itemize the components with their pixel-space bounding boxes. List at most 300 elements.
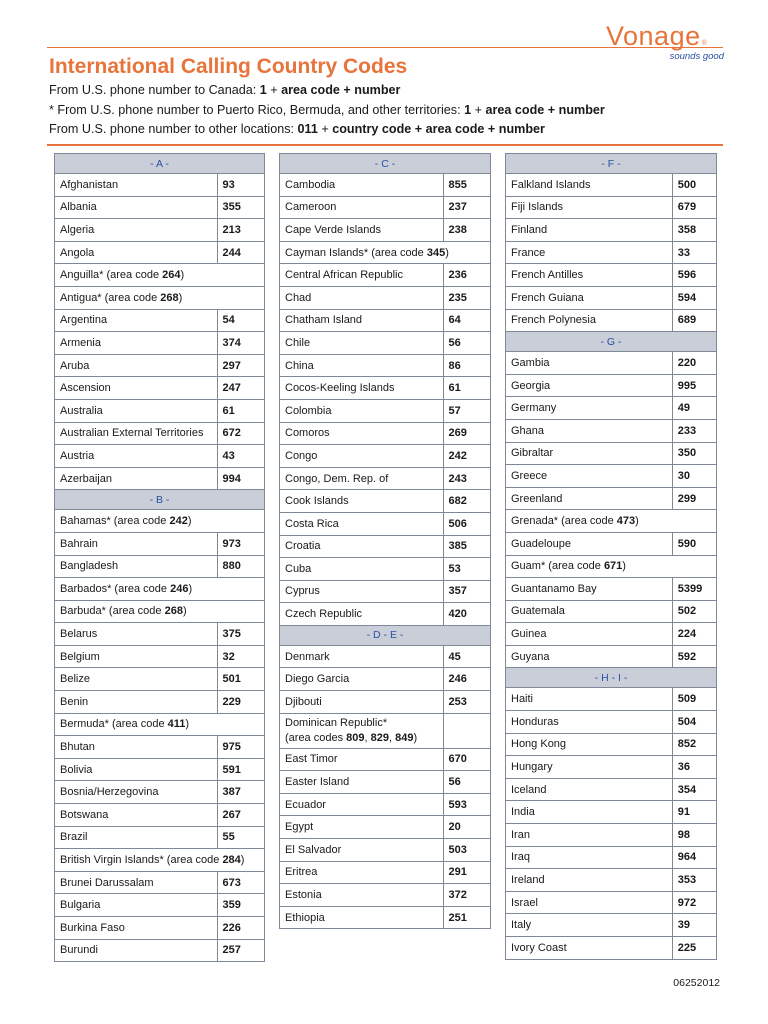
calling-code: 238 (443, 219, 490, 242)
table-row (506, 487, 717, 510)
calling-code: 385 (443, 535, 490, 558)
area-code: 809 (346, 731, 365, 744)
table-row (280, 399, 491, 422)
table-row (55, 623, 265, 646)
table-row (280, 535, 491, 558)
table-row (55, 668, 265, 691)
table-row (506, 219, 717, 242)
area-code: 671 (603, 560, 623, 573)
area-code: 242 (169, 515, 188, 528)
note-prefix: Bahamas* (area code (60, 515, 170, 528)
country-name: Djibouti (280, 691, 444, 714)
country-name: Honduras (506, 711, 673, 734)
table-row (55, 241, 265, 264)
area-code: 849 (395, 731, 414, 744)
calling-code: 247 (217, 377, 264, 400)
calling-code: 372 (443, 884, 490, 907)
table-row (55, 445, 265, 468)
country-note-cell (55, 264, 265, 287)
table-row (280, 691, 491, 714)
table-row (55, 804, 265, 827)
note-suffix: ) (182, 605, 187, 618)
table-row (55, 849, 265, 872)
note-suffix: ) (413, 731, 418, 744)
country-name: Easter Island (280, 771, 444, 794)
country-name: Brunei Darussalam (55, 871, 218, 894)
section-header-row (280, 154, 491, 174)
table-row (55, 467, 265, 490)
calling-code: 500 (672, 174, 716, 197)
country-name: Ireland (506, 869, 673, 892)
country-name: Burundi (55, 939, 218, 962)
calling-code: 61 (443, 377, 490, 400)
calling-code: 53 (443, 558, 490, 581)
table-row (506, 778, 717, 801)
calling-code: 420 (443, 603, 490, 626)
calling-code: 242 (443, 445, 490, 468)
table-row (506, 352, 717, 375)
country-name: Dominican Republic* (285, 716, 388, 729)
country-name: Angola (55, 241, 218, 264)
note-prefix: Cayman Islands* (area code (285, 246, 427, 259)
calling-code: 509 (672, 688, 716, 711)
calling-code: 56 (443, 332, 490, 355)
country-name: Belarus (55, 623, 218, 646)
table-row (280, 196, 491, 219)
table-row (55, 736, 265, 759)
country-name: Croatia (280, 535, 444, 558)
calling-code: 56 (443, 771, 490, 794)
country-name: El Salvador (280, 839, 444, 862)
table-row (506, 869, 717, 892)
section-letter-header: - G - (506, 332, 717, 352)
note-separator: , (364, 731, 371, 744)
country-note-cell (55, 713, 265, 736)
table-row (280, 906, 491, 929)
intro-line-territories: * From U.S. phone number to Puerto Rico, Bermuda, and other territories: 1 + area code + number (49, 102, 605, 117)
intro-instructions (49, 81, 605, 140)
table-row (280, 286, 491, 309)
note-prefix: Bermuda* (area code (60, 718, 168, 731)
country-name: Colombia (280, 399, 444, 422)
calling-code: 269 (443, 422, 490, 445)
table-row (280, 580, 491, 603)
section-letter-header: - D - E - (280, 625, 491, 645)
country-note-cell (55, 849, 265, 872)
country-name: Belgium (55, 645, 218, 668)
table-row (280, 264, 491, 287)
calling-code: 43 (217, 445, 264, 468)
calling-code: 229 (217, 691, 264, 714)
calling-code: 39 (672, 914, 716, 937)
country-name: Iran (506, 824, 673, 847)
country-name: Cuba (280, 558, 444, 581)
note-suffix: ) (635, 515, 639, 528)
country-name: Brazil (55, 826, 218, 849)
calling-code: 357 (443, 580, 490, 603)
calling-code: 213 (217, 219, 264, 242)
table-row (506, 264, 717, 287)
table-row (55, 826, 265, 849)
table-row (55, 354, 265, 377)
calling-code: 994 (217, 467, 264, 490)
intro-line-other: From U.S. phone number to other locations: 011 + country code + area code + number (49, 122, 545, 136)
table-row (280, 309, 491, 332)
calling-code: 374 (217, 332, 264, 355)
table-row (506, 397, 717, 420)
country-note-cell (506, 555, 717, 578)
vonage-logo (606, 19, 726, 67)
country-name: French Antilles (506, 264, 673, 287)
calling-code: 354 (672, 778, 716, 801)
section-header-row (506, 154, 717, 174)
table-row (55, 691, 265, 714)
table-row (506, 600, 717, 623)
country-name: Hungary (506, 756, 673, 779)
note-suffix: ) (188, 582, 193, 595)
area-code: 264 (162, 269, 181, 282)
table-row (55, 196, 265, 219)
table-row (506, 196, 717, 219)
table-row (506, 555, 717, 578)
section-header-row (506, 332, 717, 352)
note-prefix: (area codes (285, 731, 347, 744)
country-name: Bulgaria (55, 894, 218, 917)
country-name: Guinea (506, 623, 673, 646)
table-row (506, 532, 717, 555)
calling-code: 226 (217, 917, 264, 940)
calling-code: 679 (672, 196, 716, 219)
country-name: Ascension (55, 377, 218, 400)
calling-code: 225 (672, 937, 716, 960)
logo-tagline: sounds good (669, 51, 724, 62)
country-note-cell (55, 578, 265, 601)
country-name: Israel (506, 891, 673, 914)
calling-code: 689 (672, 309, 716, 332)
calling-code: 975 (217, 736, 264, 759)
country-name: Bosnia/Herzegovina (55, 781, 218, 804)
country-name: Diego Garcia (280, 668, 444, 691)
table-row (506, 309, 717, 332)
table-row (280, 748, 491, 771)
table-row (506, 688, 717, 711)
country-name: Denmark (280, 645, 444, 668)
calling-code: 257 (217, 939, 264, 962)
table-row (280, 219, 491, 242)
table-row (506, 442, 717, 465)
calling-code: 596 (672, 264, 716, 287)
calling-code: 220 (672, 352, 716, 375)
country-name: Chatham Island (280, 309, 444, 332)
area-code: 473 (616, 515, 636, 528)
calling-code: 91 (672, 801, 716, 824)
country-note-cell (55, 510, 265, 533)
country-name: Cambodia (280, 174, 444, 197)
calling-code: 236 (443, 264, 490, 287)
note-suffix: ) (178, 291, 183, 304)
country-name: France (506, 241, 673, 264)
calling-code: 375 (217, 623, 264, 646)
calling-code: 593 (443, 793, 490, 816)
note-prefix: British Virgin Islands* (area code (60, 854, 223, 867)
country-name: Benin (55, 691, 218, 714)
calling-code: 36 (672, 756, 716, 779)
country-name: Belize (55, 668, 218, 691)
table-row (55, 399, 265, 422)
country-name: Ethiopia (280, 906, 444, 929)
area-code: 246 (170, 582, 189, 595)
calling-code: 682 (443, 490, 490, 513)
table-row (280, 645, 491, 668)
area-codes-note (285, 731, 438, 746)
country-name: Albania (55, 196, 218, 219)
country-name: Bangladesh (55, 555, 218, 578)
table-row (506, 174, 717, 197)
country-name: Germany (506, 397, 673, 420)
table-row (506, 578, 717, 601)
calling-code: 670 (443, 748, 490, 771)
table-row (280, 512, 491, 535)
section-header-row (506, 668, 717, 688)
country-name: Gambia (506, 352, 673, 375)
country-name: Argentina (55, 309, 218, 332)
table-row (280, 861, 491, 884)
document-id: 06252012 (673, 977, 720, 989)
table-row (506, 241, 717, 264)
section-header-row (55, 154, 265, 174)
country-name: Congo, Dem. Rep. of (280, 467, 444, 490)
section-letter-header: - H - I - (506, 668, 717, 688)
calling-code: 20 (443, 816, 490, 839)
calling-code: 64 (443, 309, 490, 332)
page-title: International Calling Country Codes (49, 55, 408, 78)
country-codes-column-a-b (54, 153, 265, 962)
country-name: Bhutan (55, 736, 218, 759)
table-row (280, 377, 491, 400)
calling-code: 224 (672, 623, 716, 646)
calling-code: 55 (217, 826, 264, 849)
country-note-cell (55, 600, 265, 623)
calling-code: 45 (443, 645, 490, 668)
calling-code: 995 (672, 374, 716, 397)
calling-code: 235 (443, 286, 490, 309)
country-name: Iraq (506, 846, 673, 869)
calling-code: 353 (672, 869, 716, 892)
calling-code: 501 (217, 668, 264, 691)
table-row (280, 603, 491, 626)
country-name: Georgia (506, 374, 673, 397)
country-name: Aruba (55, 354, 218, 377)
note-suffix: ) (187, 515, 192, 528)
table-row (506, 846, 717, 869)
calling-code: 973 (217, 532, 264, 555)
calling-code: 33 (672, 241, 716, 264)
area-code: 345 (426, 246, 446, 259)
note-suffix: ) (180, 269, 185, 282)
logo-wordmark: Vonage® (606, 21, 708, 51)
table-row (280, 884, 491, 907)
calling-code: 673 (217, 871, 264, 894)
calling-code: 852 (672, 733, 716, 756)
calling-code: 86 (443, 354, 490, 377)
calling-code (443, 713, 490, 748)
calling-code: 855 (443, 174, 490, 197)
section-header-row (55, 490, 265, 510)
country-name: Greece (506, 465, 673, 488)
table-row (506, 465, 717, 488)
table-row (55, 264, 265, 287)
calling-code: 253 (443, 691, 490, 714)
intro-line-canada: From U.S. phone number to Canada: 1 + area code + number (49, 83, 401, 97)
calling-code: 592 (672, 645, 716, 668)
table-row (506, 374, 717, 397)
area-code: 829 (370, 731, 389, 744)
country-name: Guyana (506, 645, 673, 668)
calling-code: 267 (217, 804, 264, 827)
section-letter-header: - F - (506, 154, 717, 174)
table-row (280, 241, 491, 264)
country-name: Azerbaijan (55, 467, 218, 490)
table-row (55, 758, 265, 781)
table-row (55, 219, 265, 242)
table-row (55, 894, 265, 917)
calling-code: 972 (672, 891, 716, 914)
table-row (55, 422, 265, 445)
country-note-cell (55, 286, 265, 309)
table-row (55, 532, 265, 555)
table-row (506, 419, 717, 442)
table-row (506, 623, 717, 646)
table-row (280, 713, 491, 748)
country-name: Costa Rica (280, 512, 444, 535)
calling-code: 964 (672, 846, 716, 869)
country-name: East Timor (280, 748, 444, 771)
section-header-row (280, 625, 491, 645)
calling-code: 54 (217, 309, 264, 332)
calling-code: 299 (672, 487, 716, 510)
country-name: Italy (506, 914, 673, 937)
calling-code: 503 (443, 839, 490, 862)
table-row (506, 645, 717, 668)
section-divider (47, 144, 723, 146)
country-name: Cape Verde Islands (280, 219, 444, 242)
calling-code: 502 (672, 600, 716, 623)
calling-code: 591 (217, 758, 264, 781)
table-row (55, 332, 265, 355)
table-row (280, 490, 491, 513)
calling-code: 387 (217, 781, 264, 804)
calling-code: 672 (217, 422, 264, 445)
calling-code: 504 (672, 711, 716, 734)
table-row (506, 711, 717, 734)
table-row (506, 510, 717, 533)
table-row (55, 645, 265, 668)
calling-code: 358 (672, 219, 716, 242)
area-code: 411 (167, 718, 186, 731)
table-row (506, 756, 717, 779)
calling-code: 291 (443, 861, 490, 884)
table-row (280, 332, 491, 355)
table-row (506, 937, 717, 960)
table-row (55, 713, 265, 736)
country-name: Cyprus (280, 580, 444, 603)
country-name: Chad (280, 286, 444, 309)
country-name: Cameroon (280, 196, 444, 219)
table-row (55, 309, 265, 332)
country-name: Australian External Territories (55, 422, 218, 445)
table-row (506, 733, 717, 756)
country-name: Ivory Coast (506, 937, 673, 960)
table-row (280, 445, 491, 468)
table-row (280, 354, 491, 377)
note-separator: , (389, 731, 396, 744)
country-name: Eritrea (280, 861, 444, 884)
country-codes-column-f-i (505, 153, 717, 960)
table-row (55, 781, 265, 804)
table-row (280, 816, 491, 839)
country-name: Guantanamo Bay (506, 578, 673, 601)
note-suffix: ) (445, 246, 449, 259)
country-name: Austria (55, 445, 218, 468)
table-row (55, 555, 265, 578)
calling-code: 244 (217, 241, 264, 264)
note-prefix: Antigua* (area code (60, 291, 161, 304)
country-name: Burkina Faso (55, 917, 218, 940)
country-name: Bahrain (55, 532, 218, 555)
calling-code: 32 (217, 645, 264, 668)
country-name: French Polynesia (506, 309, 673, 332)
country-name: Estonia (280, 884, 444, 907)
table-row (55, 939, 265, 962)
country-name: Hong Kong (506, 733, 673, 756)
section-letter-header: - C - (280, 154, 491, 174)
table-row (506, 914, 717, 937)
country-name: Botswana (55, 804, 218, 827)
calling-code: 93 (217, 174, 264, 197)
calling-code: 594 (672, 286, 716, 309)
country-name: Cook Islands (280, 490, 444, 513)
country-name: Finland (506, 219, 673, 242)
calling-code: 57 (443, 399, 490, 422)
area-code: 268 (160, 291, 179, 304)
area-code: 268 (164, 605, 183, 618)
table-row (55, 174, 265, 197)
country-name: Afghanistan (55, 174, 218, 197)
calling-code: 590 (672, 532, 716, 555)
table-row (506, 891, 717, 914)
calling-code: 246 (443, 668, 490, 691)
country-name: Egypt (280, 816, 444, 839)
note-prefix: Guam* (area code (511, 560, 604, 573)
note-prefix: Grenada* (area code (511, 515, 617, 528)
area-code: 284 (222, 854, 241, 867)
table-row (280, 174, 491, 197)
country-name: Haiti (506, 688, 673, 711)
note-suffix: ) (185, 718, 190, 731)
country-name: Central African Republic (280, 264, 444, 287)
country-name: Ghana (506, 419, 673, 442)
note-prefix: Anguilla* (area code (60, 269, 163, 282)
table-row (506, 286, 717, 309)
country-name: Australia (55, 399, 218, 422)
table-row (280, 793, 491, 816)
table-row (55, 871, 265, 894)
table-row (280, 422, 491, 445)
calling-code: 359 (217, 894, 264, 917)
country-name: Guadeloupe (506, 532, 673, 555)
country-name: Gibraltar (506, 442, 673, 465)
calling-code: 355 (217, 196, 264, 219)
